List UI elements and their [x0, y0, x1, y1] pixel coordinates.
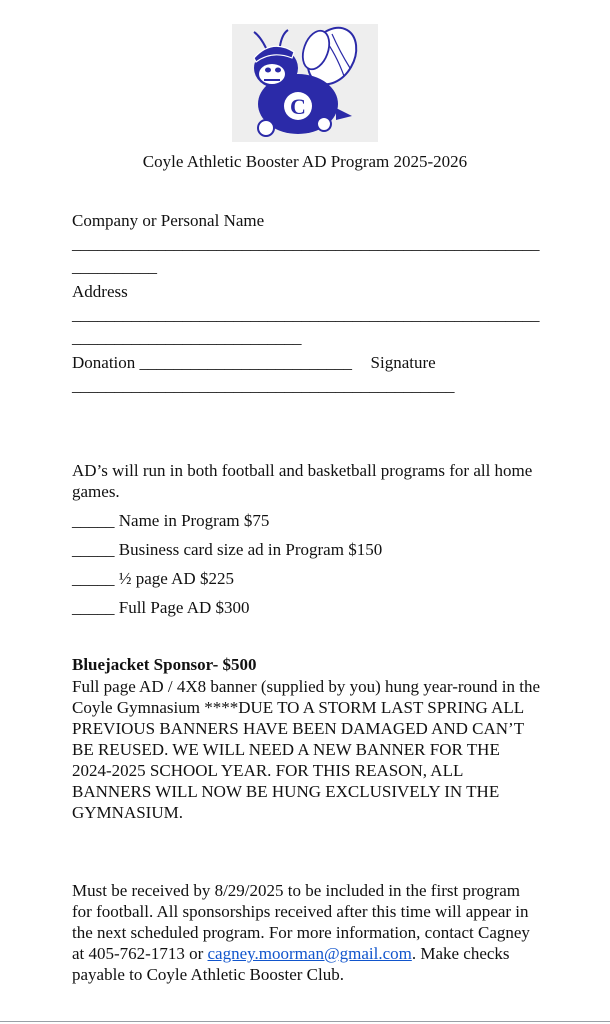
- donation-label: Donation: [72, 353, 136, 372]
- address-label: Address: [72, 282, 128, 301]
- signature-label: Signature: [370, 353, 436, 372]
- option-label: Business card size ad in Program $150: [118, 540, 383, 559]
- mascot-logo: [232, 24, 378, 142]
- ads-intro: AD’s will run in both football and basketball programs for all home games.: [72, 461, 533, 501]
- address-line-continued: ___________________________: [72, 328, 302, 347]
- option-blank: _____: [72, 511, 115, 530]
- address-line: _______________________________________________________: [72, 305, 540, 324]
- hornet-mascot-icon: [232, 24, 378, 142]
- donation-signature-row: [72, 353, 436, 373]
- contact-email-link[interactable]: cagney.moorman@gmail.com: [207, 944, 412, 963]
- signature-line: _____________________________________________: [72, 376, 455, 395]
- option-row: [72, 569, 234, 589]
- svg-text:C: C: [290, 94, 306, 119]
- payable-text: . Make checks payable to Coyle Athletic Booster Club.: [72, 944, 510, 984]
- page-title: Coyle Athletic Booster AD Program 2025-2026: [142, 152, 468, 171]
- deadline-text: Must be received by 8/29/2025 to be included in the first program for football. All sponsorships received after this time will appear in the next scheduled program. For more information, contact Cagney at 405-762-1713 or: [72, 881, 530, 963]
- name-label: Company or Personal Name: [72, 211, 265, 230]
- option-blank: _____: [72, 598, 115, 617]
- option-label: ½ page AD $225: [118, 569, 234, 588]
- donation-line: _________________________: [139, 353, 353, 372]
- name-line-continued: __________: [72, 257, 157, 276]
- deadline-paragraph: [72, 880, 542, 985]
- option-blank: _____: [72, 540, 115, 559]
- option-row: [72, 511, 269, 531]
- option-row: [72, 540, 382, 560]
- sponsor-description: Full page AD / 4X8 banner (supplied by you) hung year-round in the Coyle Gymnasium ****DUE TO A STORM LAST SPRING ALL PREVIOUS BANNERS HAVE BEEN DAMAGED AND CAN’T BE REUSED. WE WILL NEED A NEW BANNER FOR THE 2024-2025 SCHOOL YEAR. FOR THIS REASON, ALL BANNERS WILL NOW BE HUNG EXCLUSIVELY IN THE GYMNASIUM.: [72, 677, 541, 822]
- option-blank: _____: [72, 569, 115, 588]
- name-line: _______________________________________________________: [72, 234, 540, 253]
- option-label: Name in Program $75: [118, 511, 270, 530]
- option-row: [72, 598, 250, 618]
- option-label: Full Page AD $300: [118, 598, 250, 617]
- page-bottom-divider: [0, 1021, 610, 1022]
- sponsor-heading: Bluejacket Sponsor- $500: [72, 655, 257, 674]
